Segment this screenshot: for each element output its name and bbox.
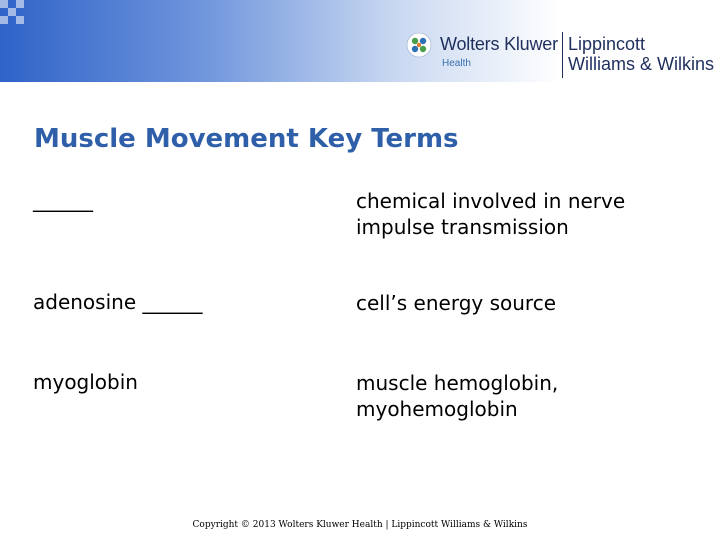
logo-division-text: Health: [442, 58, 471, 69]
logo-partner-line2: Williams & Wilkins: [568, 54, 714, 74]
header-band: [0, 0, 720, 82]
definition-1: chemical involved in nerve impulse transmission: [356, 189, 626, 239]
logo-brand-text: Wolters Kluwer: [440, 34, 558, 54]
footer-copyright: Copyright © 2013 Wolters Kluwer Health | Lippincott Williams & Wilkins: [192, 520, 528, 530]
definition-2: cell’s energy source: [356, 291, 557, 315]
logo-divider: [562, 32, 563, 78]
logo-partner-line1: Lippincott: [568, 34, 646, 54]
corner-pattern: [0, 0, 24, 24]
definition-3: muscle hemoglobin, myohemoglobin: [356, 371, 559, 421]
term-1: ______: [33, 188, 93, 212]
term-3: myoglobin: [33, 370, 138, 394]
wolters-kluwer-logo-icon: [406, 32, 432, 58]
term-2: adenosine ______: [33, 290, 203, 314]
slide-title: Muscle Movement Key Terms: [34, 124, 459, 154]
